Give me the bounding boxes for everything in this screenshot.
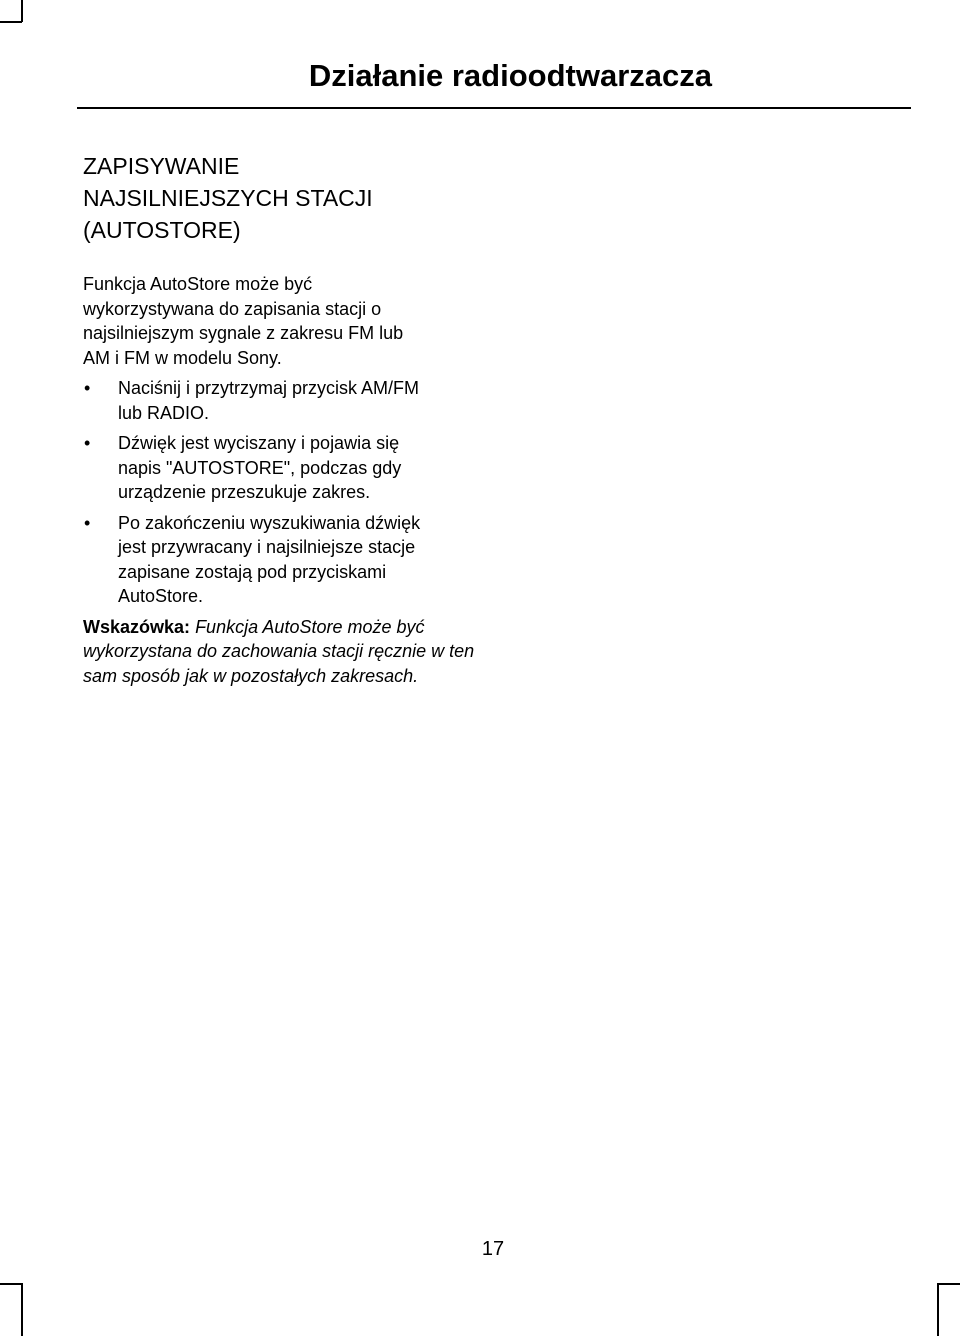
intro-line: najsilniejszym sygnale z zakresu FM lub [83, 323, 404, 343]
bullet-line: Po zakończeniu wyszukiwania dźwięk [118, 512, 421, 533]
crop-mark-bottom-right-horizontal [937, 1283, 960, 1285]
bullet-icon: • [84, 512, 91, 533]
intro-line: Funkcja AutoStore może być [83, 274, 313, 294]
bullet-icon: • [84, 378, 91, 398]
bullet-line: lub RADIO. [118, 402, 210, 423]
running-header-title: Działanie radioodtwarzacza [308, 58, 712, 93]
intro-line: wykorzystywana do zapisania stacji o [83, 298, 382, 319]
intro-line: AM i FM w modelu Sony. [83, 347, 282, 368]
header-rule [77, 107, 911, 109]
bullet-text [118, 511, 483, 609]
page-number: 17 [481, 1238, 505, 1260]
bullet-line: Naciśnij i przytrzymaj przycisk AM/FM [118, 378, 420, 398]
bullet-text [118, 376, 483, 425]
note-label: Wskazówka: [83, 616, 191, 637]
list-item [83, 431, 483, 505]
bullet-list [83, 376, 483, 609]
crop-mark-top-left [21, 0, 23, 22]
bullet-line: jest przywracany i najsilniejsze stacje [118, 537, 416, 557]
bullet-line: Dźwięk jest wyciszany i pojawia się [118, 433, 400, 453]
crop-mark-top-left-horizontal [0, 21, 22, 23]
list-item [83, 511, 483, 609]
section-title-line: NAJSILNIEJSZYCH STACJI [83, 185, 373, 211]
list-item [83, 376, 483, 425]
bullet-text [118, 431, 483, 505]
intro-paragraph [83, 272, 483, 370]
bullet-line: zapisane zostają pod przyciskami [118, 561, 387, 582]
note-text: Funkcja AutoStore może być wykorzystana do zachowania stacji ręcznie w ten sam sposób jak w pozostałych zakresach. [83, 616, 475, 686]
bullet-icon: • [84, 433, 91, 453]
section-title-line: (AUTOSTORE) [83, 217, 241, 243]
bullet-line: urządzenie przeszukuje zakres. [118, 482, 371, 502]
crop-mark-bottom-left-horizontal [0, 1283, 22, 1285]
bullet-line: AutoStore. [118, 586, 204, 606]
section-title-line: ZAPISYWANIE [83, 153, 240, 179]
bullet-line: napis "AUTOSTORE", podczas gdy [118, 457, 402, 478]
crop-mark-bottom-left [21, 1283, 23, 1336]
note-paragraph [83, 615, 483, 689]
section-title [83, 150, 483, 246]
main-column [83, 150, 483, 688]
crop-mark-bottom-right [937, 1283, 939, 1336]
